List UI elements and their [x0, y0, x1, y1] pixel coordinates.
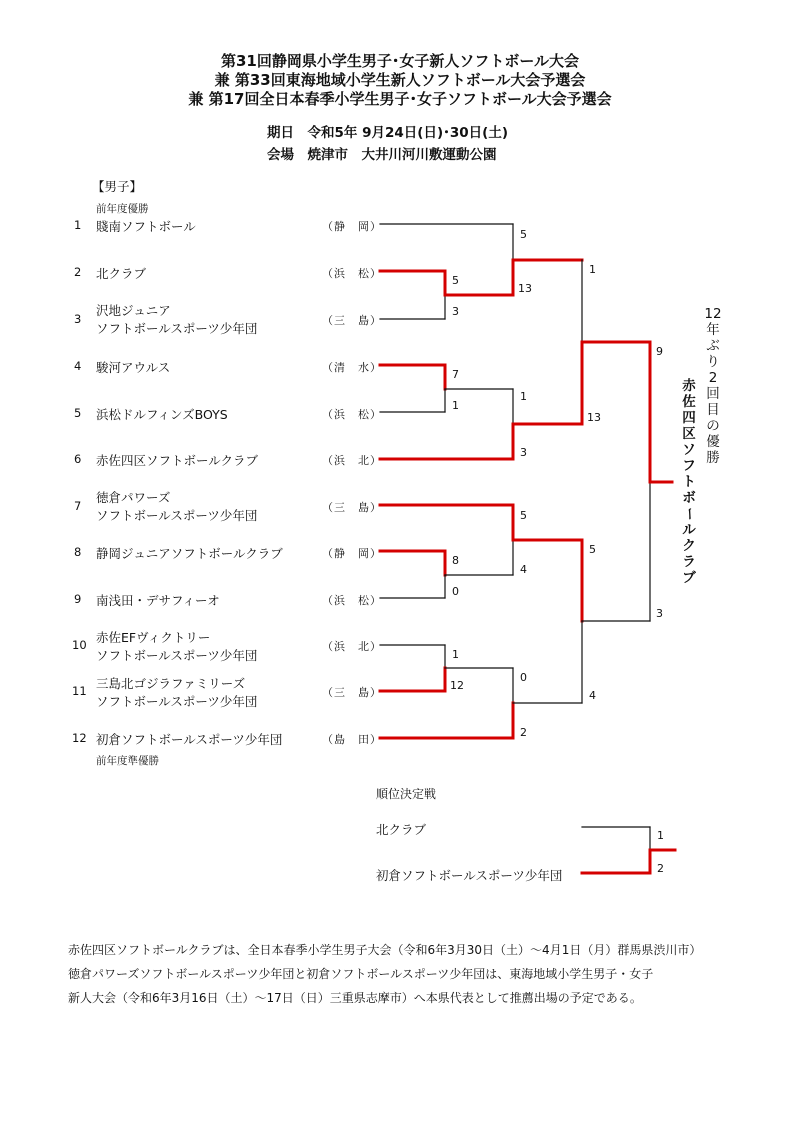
team-name-line2: ソフトボールスポーツ少年団 [96, 648, 258, 663]
team-region: （静 岡） [322, 220, 382, 233]
score: 5 [452, 274, 459, 287]
team-region: （浜 松） [322, 267, 382, 280]
footer-line: 徳倉パワーズソフトボールスポーツ少年団と初倉ソフトボールスポーツ少年団は、東海地域小学生男子・女子 [68, 967, 654, 981]
team-region: （浜 松） [322, 408, 382, 421]
event-venue: 会場 焼津市 大井川河川敷運動公園 [267, 147, 497, 163]
team-name: 駿河アウルス [96, 360, 171, 375]
score: 7 [452, 368, 459, 381]
score: 3 [656, 607, 663, 620]
team-number: 11 [72, 684, 87, 698]
team-region: （浜 北） [322, 454, 382, 467]
score: 13 [518, 282, 532, 295]
score: 3 [520, 446, 527, 459]
placement-label: 順位決定戦 [376, 787, 437, 801]
team-name: 三島北ゴジラファミリーズ [96, 676, 246, 691]
placement-team-b: 初倉ソフトボールスポーツ少年団 [376, 868, 563, 883]
placement-team-a: 北クラブ [376, 822, 427, 837]
score: 1 [657, 829, 664, 842]
team-name: 赤佐EFヴィクトリー [96, 630, 211, 645]
team-region: （浜 松） [322, 594, 382, 607]
title-line-2: 兼 第33回東海地域小学生新人ソフトボール大会予選会 [214, 71, 586, 89]
team-name: 静岡ジュニアソフトボールクラブ [96, 546, 283, 561]
team-name-line2: ソフトボールスポーツ少年団 [96, 321, 258, 336]
section-label: 【男子】 [92, 179, 143, 194]
team-name: 南浅田・デサフィーオ [96, 593, 220, 608]
team-number: 5 [74, 406, 82, 420]
team-name: 初倉ソフトボールスポーツ少年団 [96, 732, 283, 747]
team-region: （清 水） [322, 361, 382, 374]
event-date: 期日 令和5年 9月24日(日)･30日(土) [267, 125, 508, 141]
score: 1 [452, 648, 459, 661]
team-number: 9 [74, 592, 82, 606]
team-number: 1 [74, 218, 82, 232]
team-number: 12 [72, 731, 87, 745]
score: 13 [587, 411, 601, 424]
team-region: （島 田） [322, 733, 382, 746]
team-number: 2 [74, 265, 82, 279]
champion-name: 赤 佐 四 区 ソ フ ト ボ ー ル ク ラ ブ [681, 378, 697, 586]
team-region: （三 島） [322, 501, 382, 514]
score: 3 [452, 305, 459, 318]
team-name: 徳倉パワーズ [96, 490, 171, 505]
prev-runnerup-label: 前年度準優勝 [96, 755, 159, 767]
team-region: （三 島） [322, 314, 382, 327]
footer-line: 新人大会（令和6年3月16日（土）～17日（日）三重県志摩市）へ本県代表として推薦出場の予定である。 [68, 991, 642, 1005]
team-number: 3 [74, 312, 82, 326]
team-region: （浜 北） [322, 640, 382, 653]
champion-note: 12 年 ぶ り 2 回 目 の 優 勝 [704, 306, 722, 466]
score: 4 [520, 563, 527, 576]
score: 1 [452, 399, 459, 412]
score: 1 [520, 390, 527, 403]
prev-winner-label: 前年度優勝 [96, 203, 149, 215]
title-line-1: 第31回静岡県小学生男子･女子新人ソフトボール大会 [220, 52, 580, 70]
score: 5 [520, 509, 527, 522]
team-number: 8 [74, 545, 82, 559]
team-number: 4 [74, 359, 82, 373]
score: 2 [520, 726, 527, 739]
team-name: 沢地ジュニア [96, 303, 171, 318]
score: 9 [656, 345, 663, 358]
team-number: 10 [72, 638, 87, 652]
score: 1 [589, 263, 596, 276]
team-name-line2: ソフトボールスポーツ少年団 [96, 694, 258, 709]
team-region: （三 島） [322, 686, 382, 699]
footer-line: 赤佐四区ソフトボールクラブは、全日本春季小学生男子大会（令和6年3月30日（土）～4月1日（月）群馬県渋川市） [68, 943, 702, 957]
score: 5 [589, 543, 596, 556]
team-number: 7 [74, 499, 82, 513]
team-name-line2: ソフトボールスポーツ少年団 [96, 508, 258, 523]
team-name: 浜松ドルフィンズBOYS [96, 407, 228, 422]
team-name: 北クラブ [96, 266, 147, 281]
score: 2 [657, 862, 664, 875]
team-region: （静 岡） [322, 547, 382, 560]
score: 4 [589, 689, 596, 702]
footer-notes [68, 938, 748, 1010]
team-name: 赤佐四区ソフトボールクラブ [96, 453, 259, 468]
team-name: 賤南ソフトボール [96, 219, 196, 234]
score: 0 [520, 671, 527, 684]
score: 12 [450, 679, 464, 692]
score: 8 [452, 554, 459, 567]
score: 5 [520, 228, 527, 241]
score: 0 [452, 585, 459, 598]
title-line-3: 兼 第17回全日本春季小学生男子･女子ソフトボール大会予選会 [188, 90, 612, 108]
team-number: 6 [74, 452, 82, 466]
